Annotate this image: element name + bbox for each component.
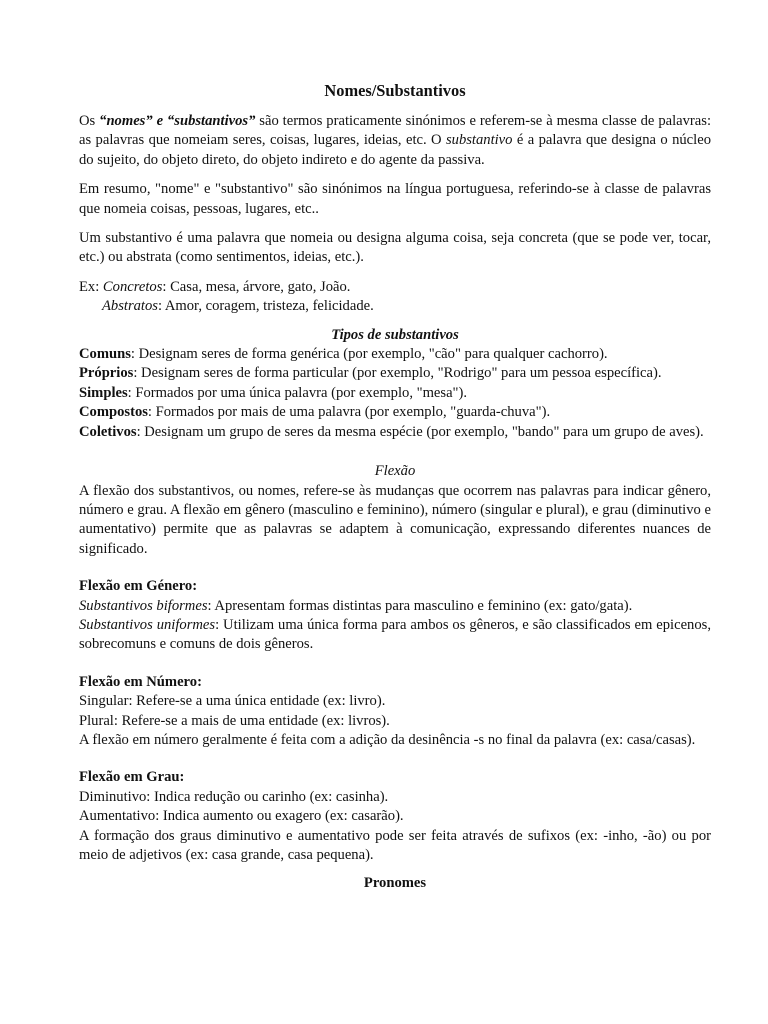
emphasis: “nomes” e “substantivos” [99, 113, 256, 129]
text: Os [79, 113, 100, 129]
example-concretos [79, 278, 711, 297]
subheading-grau: Flexão em Grau: [79, 769, 185, 786]
section-title-tipos: Tipos de substantivos [331, 326, 459, 343]
list-item [79, 423, 711, 442]
term: Compostos [79, 404, 148, 421]
grau-line-1: Diminutivo: Indica redução ou carinho (ex: casinha). [79, 788, 389, 805]
flexao-paragraph: A flexão dos substantivos, ou nomes, refere-se às mudanças que ocorrem nas palavras para indicar gênero, número e grau. A flexão em gênero (masculino e feminino), número (singular e plural), e grau (diminutivo e aumentativo) permite que as palavras se adaptem à comunicação, expressando diferentes nuances de significado. [79, 482, 711, 557]
text: são termos praticamente sinónimos e referem-se à mesma classe de palavras: as palavras que nomeiam seres, coisas, lugares, ideias, etc. O [79, 113, 711, 149]
text: : Formados por mais de uma palavra (por exemplo, "guarda-chuva"). [147, 404, 551, 421]
genero-line-1 [79, 597, 711, 616]
numero-line-3: A flexão em número geralmente é feita com a adição da desinência -s no final da palavra (ex: casa/casas). [79, 731, 696, 748]
term: Simples [79, 384, 128, 401]
text: : Formados por uma única palavra (por exemplo, "mesa"). [127, 384, 468, 401]
intro-paragraph-3: Um substantivo é uma palavra que nomeia ou designa alguma coisa, seja concreta (que se pode ver, tocar, etc.) ou abstrata (como sentimentos, ideias, etc.). [79, 230, 711, 266]
numero-line-2: Plural: Refere-se a mais de uma entidade (ex: livros). [79, 712, 390, 729]
intro-paragraph-1 [79, 112, 711, 170]
grau-line-2: Aumentativo: Indica aumento ou exagero (ex: casarão). [79, 808, 404, 825]
emphasis: substantivo [445, 132, 513, 149]
text: é a palavra que designa o núcleo do sujeito, do objeto direto, do objeto indireto e do agente da passiva. [79, 132, 711, 168]
list-item [79, 364, 711, 383]
text: : Utilizam uma única forma para ambos os gêneros, e são classificados em epicenos, sobrecomuns e comuns de dois gêneros. [79, 616, 711, 653]
document-page [79, 80, 711, 894]
numero-line-1: Singular: Refere-se a uma única entidade (ex: livro). [79, 693, 386, 710]
list-item [79, 403, 711, 422]
text: : Casa, mesa, árvore, gato, João. [162, 278, 351, 295]
subheading-genero: Flexão em Género: [79, 578, 198, 595]
intro-paragraph-2: Em resumo, "nome" e "substantivo" são sinónimos na língua portuguesa, referindo-se à classe de palavras que nomeia coisas, pessoas, lugares, etc.. [79, 181, 711, 217]
genero-line-2 [79, 616, 711, 655]
section-title-pronomes: Pronomes [363, 875, 427, 892]
text: : Designam seres de forma particular (por exemplo, "Rodrigo" para um pessoa específica). [133, 365, 662, 382]
list-item [79, 384, 711, 403]
text: : Amor, coragem, tristeza, felicidade. [157, 298, 374, 315]
term: Próprios [79, 365, 134, 382]
text: : Designam um grupo de seres da mesma espécie (por exemplo, "bando" para um grupo de aves). [136, 423, 704, 440]
emphasis: Substantivos uniformes [79, 616, 216, 633]
page-title: Nomes/Substantivos [324, 81, 466, 100]
list-item [79, 345, 711, 364]
text: : Apresentam formas distintas para masculino e feminino (ex: gato/gata). [207, 597, 633, 614]
emphasis: Concretos [102, 278, 163, 295]
example-abstratos [79, 297, 711, 316]
subheading-numero: Flexão em Número: [79, 673, 202, 690]
emphasis: Abstratos [102, 298, 158, 315]
text: : Designam seres de forma genérica (por exemplo, "cão" para qualquer cachorro). [130, 346, 608, 363]
grau-line-3: A formação dos graus diminutivo e aumentativo pode ser feita através de sufixos (ex: -inho, -ão) ou por meio de adjetivos (ex: casa grande, casa pequena). [79, 827, 711, 863]
term: Comuns [79, 346, 131, 363]
emphasis: Substantivos biformes [79, 597, 208, 614]
section-title-flexao: Flexão [374, 463, 416, 480]
text: Ex: [79, 278, 103, 295]
term: Coletivos [79, 423, 137, 440]
